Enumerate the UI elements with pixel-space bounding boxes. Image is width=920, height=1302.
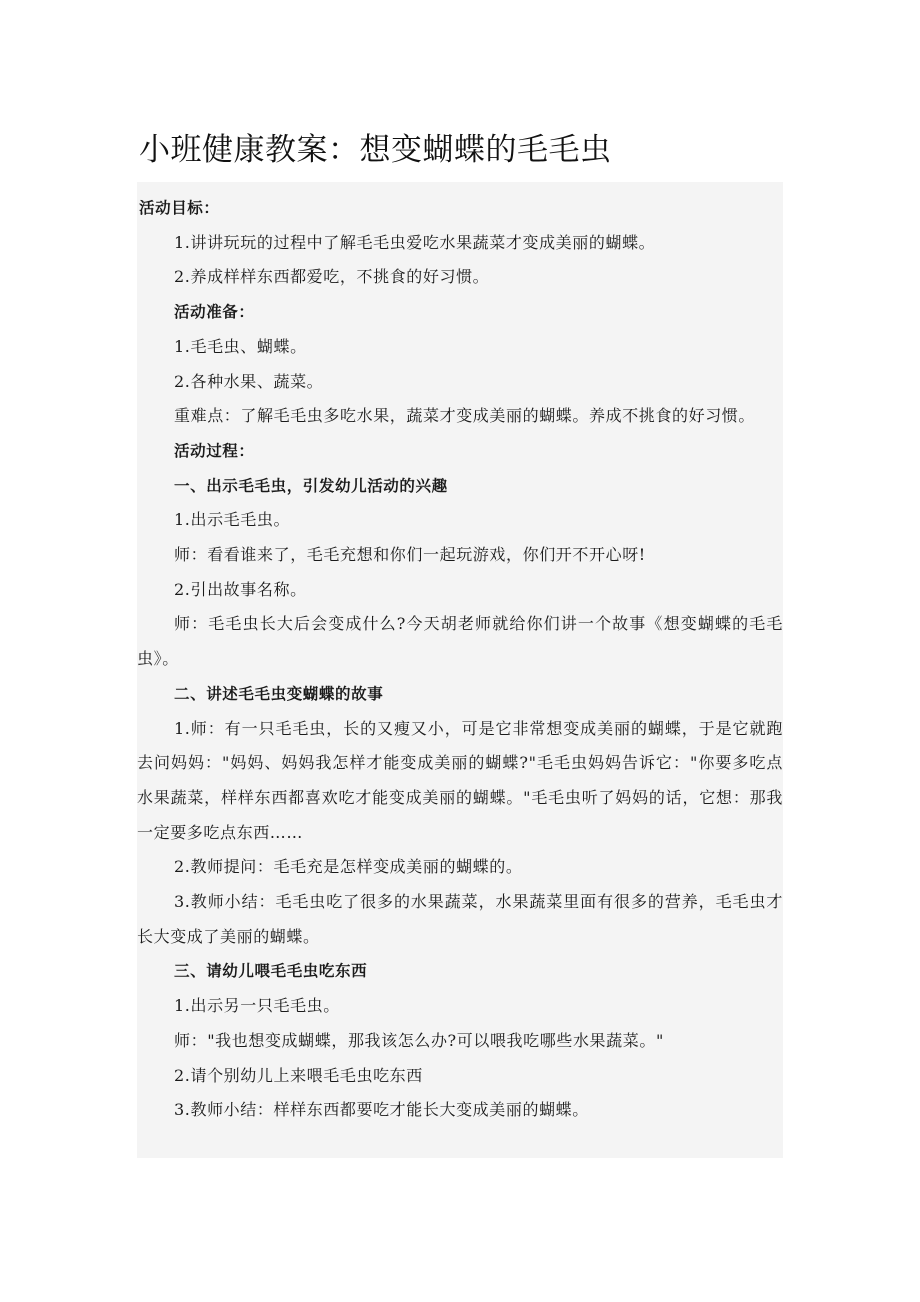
part1-item-2: 师：看看谁来了，毛毛充想和你们一起玩游戏，你们开不开心呀!	[174, 545, 646, 565]
part1-item-4: 师：毛毛虫长大后会变成什么?今天胡老师就给你们讲一个故事《想变蝴蝶的毛毛虫》。	[137, 614, 783, 669]
part3-item-2: 师："我也想变成蝴蝶，那我该怎么办?可以喂我吃哪些水果蔬菜。"	[174, 1030, 664, 1050]
part1-item-3: 2.引出故事名称。	[174, 579, 307, 599]
process-heading: 活动过程：	[174, 441, 255, 460]
part1-heading: 一、出示毛毛虫，引发幼儿活动的兴趣	[174, 476, 448, 495]
part3-item-3: 2.请个别幼儿上来喂毛毛虫吃东西	[174, 1065, 423, 1085]
prep-item-2: 2.各种水果、蔬菜。	[174, 371, 324, 391]
part2-item-2: 2.教师提问：毛毛充是怎样变成美丽的蝴蝶的。	[174, 857, 523, 877]
part2-heading: 二、讲述毛毛虫变蝴蝶的故事	[174, 684, 384, 703]
part2-item-3: 3.教师小结：毛毛虫吃了很多的水果蔬菜，水果蔬菜里面有很多的营养，毛毛虫才长大变成了美丽的蝴蝶。	[137, 892, 783, 946]
prep-heading: 活动准备：	[174, 303, 255, 322]
key-point: 重难点：了解毛毛虫多吃水果，蔬菜才变成美丽的蝴蝶。养成不挑食的好习惯。	[174, 406, 756, 426]
prep-item-1: 1.毛毛虫、蝴蝶。	[174, 336, 307, 356]
part3-item-4: 3.教师小结：样样东西都要吃才能长大变成美丽的蝴蝶。	[174, 1100, 589, 1120]
goal-item-2: 2.养成样样东西都爱吃，不挑食的好习惯。	[174, 267, 490, 287]
document-body	[137, 182, 783, 1158]
goal-item-1: 1.讲讲玩玩的过程中了解毛毛虫爱吃水果蔬菜才变成美丽的蝴蝶。	[174, 232, 656, 252]
part2-item-1: 1.师：有一只毛毛虫，长的又瘦又小，可是它非常想变成美丽的蝴蝶，于是它就跑去问妈妈："妈妈、妈妈我怎样才能变成美丽的蝴蝶?"毛毛虫妈妈告诉它："你要多吃点水果蔬菜，样样东西都喜欢吃才能变成美丽的蝴蝶。"毛毛虫听了妈妈的话，它想：那我一定要多吃点东西……	[137, 718, 783, 842]
page-title: 小班健康教案：想变蝴蝶的毛毛虫	[139, 132, 612, 168]
goal-heading: 活动目标：	[139, 199, 220, 217]
part1-item-1: 1.出示毛毛虫。	[174, 510, 291, 530]
part3-item-1: 1.出示另一只毛毛虫。	[174, 996, 340, 1016]
part3-heading: 三、请幼儿喂毛毛虫吃东西	[174, 962, 368, 981]
